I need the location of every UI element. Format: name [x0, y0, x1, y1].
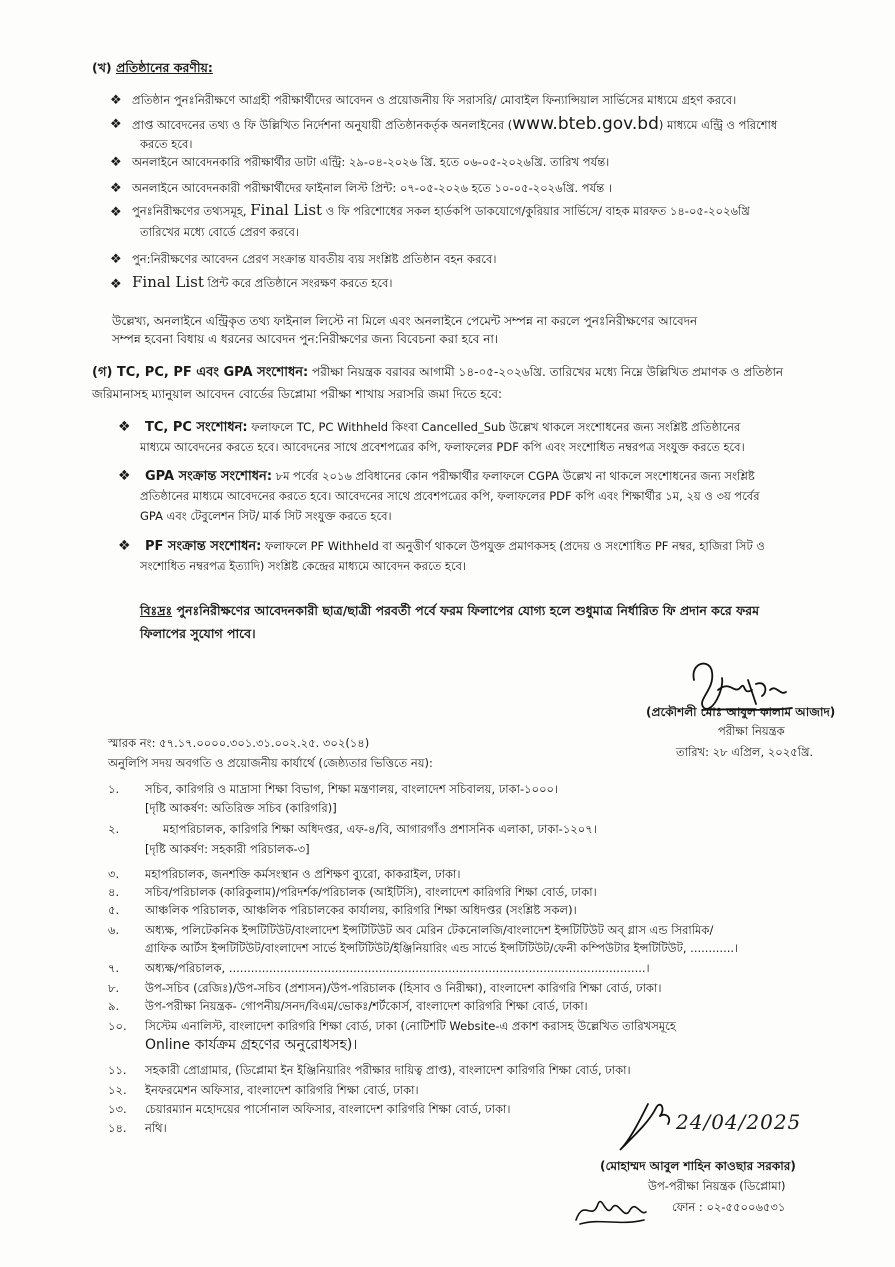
copy-item-number: ২. [108, 822, 120, 836]
bullet-text-post: ও ফি পরিশোধের সকল হার্ডকপি ডাকযোগে/কুরিয়ার সার্ভিসে/ বাহক মারফত ১৪-০৫-২০২৬খ্রি [322, 204, 750, 218]
copy-item-text: [দৃষ্টি আকর্ষণ: সহকারী পরিচালক-৩] [145, 842, 310, 856]
ga-item-title: TC, PC সংশোধন: [145, 420, 248, 435]
bullet-text-post: ) মাধ্যমে এন্ট্রি ও পরিশোধ [658, 118, 778, 132]
ga-item-text: ফলাফলে TC, PC Withheld কিংবা Cancelled_Sub উল্লেখ থাকলে সংশোধনের জন্য সংশ্লিষ্ট প্রতিষ্ঠানের [247, 420, 741, 434]
copy-item-text: [দৃষ্টি আকর্ষণ: অতিরিক্ত সচিব (কারিগরি)] [145, 801, 337, 815]
signatory-1-date: তারিখ: ২৮ এপ্রিল, ২০২৫খ্রি. [676, 745, 814, 759]
bullet-text: অনলাইনে আবেদনকারী পরীক্ষার্থীদের ফাইনাল লিস্ট প্রিন্ট: ০৭-০৫-২০২৬ হতে ১০-০৫-২০২৬খ্রি. পর্যন্ত । [132, 181, 612, 195]
bullet-text-pre: প্রাপ্ত আবেদনের তথ্য ও ফি উল্লিখিত নির্দেশনা অনুযায়ী প্রতিষ্ঠানকর্তৃক অনলাইনের ( [132, 118, 513, 132]
section-ga-heading [92, 363, 783, 382]
copy-item-number: ৬. [108, 923, 120, 937]
section-ga-title: (গ) TC, PC, PF এবং GPA সংশোধন: [92, 365, 309, 380]
bullet-text-line2: তারিখের মধ্যে বোর্ডে প্রেরণ করবে। [140, 225, 300, 239]
signatory-2-title: উপ-পরীক্ষা নিয়ন্ত্রক (ডিপ্লোমা) [648, 1179, 786, 1193]
ga-item-text: GPA এবং টেবুলেশন সিট/ মার্ক সিট সংযুক্ত করতে হবে। [140, 509, 392, 523]
ga-item-title: GPA সংক্রান্ত সংশোধন: [145, 469, 273, 484]
copy-item-number: ১১. [108, 1063, 127, 1077]
ga-item-text: সংশোধিত নম্বরপত্র ইত্যাদি) সংশ্লিষ্ট কেন্দ্রের মাধ্যমে আবেদন করতে হবে। [140, 559, 467, 573]
section-heading-text: প্রতিষ্ঠানের করণীয়: [116, 60, 213, 75]
bullet-text [132, 274, 392, 292]
note-line-1: উল্লেখ্য, অনলাইনে এন্ট্রিকৃত তথ্য ফাইনাল লিস্টে না মিলে এবং অনলাইনে পেমেন্ট সম্পন্ন না করলে পুনঃনিরীক্ষণের আবেদন [112, 314, 698, 328]
ga-item-line [140, 558, 466, 575]
bullet-glyph-icon: ❖ [118, 419, 131, 435]
ga-item-line [145, 419, 740, 436]
ga-item-text: ৮ম পর্বের ২০১৬ প্রবিধানের কোন পরীক্ষার্থীর ফলাফলে CGPA উল্লেখ না থাকলে সংশোধনের জন্য সংশ্লিষ্ট [272, 469, 755, 483]
bullet-text: অনলাইনে আবেদনকারি পরীক্ষার্থীর ডাটা এন্ট্রি: ২৯-০৪-২০২৬ খ্রি. হতে ০৬-০৫-২০২৬খ্রি. তারিখ পর্যন্ত। [132, 155, 610, 169]
copy-item-number: ১৩. [108, 1102, 127, 1116]
section-ga-rest: পরীক্ষা নিয়ন্ত্রক বরাবর আগামী ১৪-০৫-২০২৬খ্রি. তারিখের মধ্যে নিম্নে উল্লিখিত প্রমাণক ও প্রতিষ্ঠান [308, 365, 784, 379]
bullet-glyph-icon: ❖ [110, 252, 122, 267]
bullet-text: পুন:নিরীক্ষণের আবেদন প্রেরণ সংক্রান্ত যাবতীয় ব্যয় সংশ্লিষ্ট প্রতিষ্ঠান বহন করবে। [132, 252, 497, 266]
ga-item-text: প্রতিষ্ঠানের মাধ্যমে আবেদনের করতে হবে। আবেদনের সাথে প্রবেশপত্রের কপি, ফলাফলের PDF কপি এবং শিক্ষার্থীর ১ম, ২য় ও ৩য় পর্বের [140, 489, 760, 503]
bullet-glyph-icon: ❖ [118, 468, 131, 484]
special-note-text: পুনঃনিরীক্ষণের আবেদনকারী ছাত্র/ছাত্রী পরবর্তী পর্বে ফরম ফিলাপের যোগ্য হলে শুধুমাত্র নির্ধারিত ফি প্রদান করে ফরম [172, 603, 760, 618]
copy-item-number: ১২. [108, 1083, 127, 1097]
copy-item-text: অধ্যক্ষ, পলিটেকনিক ইন্সটিটিউট/বাংলাদেশ ইন্সটিটিউট অব মেরিন টেকনোলজি/বাংলাদেশ ইন্সটিটিউট অব্ গ্লাস এন্ড সিরামিক/ [145, 923, 714, 937]
bullet-text [132, 116, 777, 134]
special-note-line-1 [140, 601, 759, 621]
signatory-2-phone: ফোন : ০২-৫৫০০৬৫৩১ [672, 1200, 786, 1214]
bullet-glyph-icon: ❖ [110, 205, 122, 220]
ga-item-line [140, 488, 760, 505]
copy-item-text: ইনফরমেশন অফিসার, বাংলাদেশ কারিগরি শিক্ষা বোর্ড, ঢাকা। [145, 1083, 419, 1097]
section-ga-line2: জরিমানাসহ ম্যানুয়াল আবেদন বোর্ডের ডিপ্লোমা পরীক্ষা শাখায় সরাসরি জমা দিতে হবে: [92, 387, 503, 401]
copy-item-text: উপ-পরীক্ষা নিয়ন্ত্রক- গোপনীয়/সনদ/বিএম/ভোকঃ/শর্টকোর্স, বাংলাদেশ কারিগরি শিক্ষা বোর্ড, ঢাকা। [145, 999, 588, 1013]
website-url: www.bteb.gov.bd [512, 114, 659, 134]
note-line-2: সম্পন্ন হবেনা বিধায় এ ধরনের আবেদন পুন:নিরীক্ষণের জন্য বিবেচনা করা হবে না। [112, 332, 499, 346]
initials-image [570, 1188, 650, 1232]
copy-item-text: সচিব/পরিচালক (কারিকুলাম)/পরিদর্শক/পরিচালক (আইটিসি), বাংলাদেশ কারিগরি শিক্ষা বোর্ড, ঢাকা। [145, 885, 597, 899]
copy-item-text: Online কার্যক্রম গ্রহণের অনুরোধসহ)। [145, 1037, 358, 1053]
section-kha-heading [92, 58, 213, 77]
memo-reference: স্মারক নং: ৫৭.১৭.০০০০.৩০১.৩১.০০২.২৫. ৩০২(১৪) [108, 736, 370, 750]
bullet-text-line2: করতে হবে। [140, 137, 193, 151]
copy-item-number: ৮. [108, 981, 120, 995]
copy-item-text: অধ্যক্ষ/পরিচালক, ..................................................................................................................। [145, 961, 650, 975]
ga-item-text: মাধ্যমে আবেদনের করতে হবে। আবেদনের সাথে প্রবেশপত্রের কপি, ফলাফলের PDF কপি এবং সংশোধিত নম্বরপত্র সংযুক্ত করতে হবে। [140, 440, 745, 454]
special-note-label: বিঃদ্রঃ [140, 603, 173, 618]
final-list-term: Final List [132, 273, 204, 291]
copy-item-text: মহাপরিচালক, জনশক্তি কর্মসংস্থান ও প্রশিক্ষণ ব্যুরো, কাকরাইল, ঢাকা। [145, 867, 461, 881]
bullet-text-pre: পুনঃনিরীক্ষণের তথ্যসমূহ, [132, 204, 251, 218]
copy-item-text: সহকারী প্রোগ্রামার, (ডিপ্লোমা ইন ইঞ্জিনিয়ারিং পরীক্ষার দায়িত্ব প্রাপ্ত), বাংলাদেশ কারিগরি শিক্ষা বোর্ড, ঢাকা। [145, 1063, 631, 1077]
ga-item-line [140, 508, 392, 525]
final-list-term: Final List [250, 201, 323, 219]
signatory-1-name: (প্রকৌশলী মোঃ আবুল কালাম আজাদ) [646, 705, 836, 719]
copy-item-text: মহাপরিচালক, কারিগরি শিক্ষা অধিদপ্তর, এফ-৪/বি, আগারগাঁও প্রশাসনিক এলাকা, ঢাকা-১২০৭। [163, 822, 597, 836]
copy-item-text: সচিব, কারিগরি ও মাদ্রাসা শিক্ষা বিভাগ, শিক্ষা মন্ত্রণালয়, বাংলাদেশ সচিবালয়, ঢাকা-১০০০। [145, 782, 559, 796]
bullet-glyph-icon: ❖ [110, 277, 122, 292]
copy-item-text: উপ-সচিব (রেজিঃ)/উপ-সচিব (প্রশাসন)/উপ-পরিচালক (হিসাব ও নিরীক্ষা), বাংলাদেশ কারিগরি শিক্ষা বোর্ড, ঢাকা। [145, 981, 662, 995]
ga-item-text: ফলাফলে PF Withheld বা অনুত্তীর্ণ থাকলে উপযুক্ত প্রমাণকসহ (প্রদেয় ও সংশোধিত PF নম্বর, হাজিরা সিট ও [261, 539, 765, 553]
bullet-text [132, 202, 750, 220]
bullet-text: প্রতিষ্ঠান পুনঃনিরীক্ষণে আগ্রহী পরীক্ষার্থীদের আবেদন ও প্রয়োজনীয় ফি সরাসরি/ মোবাইল ফিন্যান্সিয়াল সার্ভিসের মাধ্যমে গ্রহণ করবে। [132, 93, 737, 107]
section-label: (খ) [92, 60, 112, 75]
bullet-glyph-icon: ❖ [110, 181, 122, 196]
ga-item-line [145, 468, 755, 485]
copy-item-number: ১০. [108, 1019, 127, 1033]
copy-item-text: নথি। [145, 1121, 167, 1135]
signatory-1-title: পরীক্ষা নিয়ন্ত্রক [718, 724, 785, 738]
copy-item-text: সিস্টেম এনালিস্ট, বাংলাদেশ কারিগরি শিক্ষা বোর্ড, ঢাকা (নোটিশটি Website-এ প্রকাশ করাসহ উল্লেখিত তারিখসমূহে [145, 1019, 676, 1033]
copy-item-number: ৭. [108, 961, 120, 975]
copy-item-number: ৫. [108, 903, 120, 917]
bullet-glyph-icon: ❖ [110, 93, 122, 108]
copy-item-number: ৪. [108, 885, 120, 899]
copy-item-text: আঞ্চলিক পরিচালক, আঞ্চলিক পরিচালকের কার্যালয়, কারিগরি শিক্ষা অধিদপ্তর (সংশ্লিষ্ট সকল)। [145, 903, 577, 917]
copy-item-number: ১. [108, 782, 120, 796]
bullet-glyph-icon: ❖ [110, 117, 122, 132]
signatory-2-name: (মোহাম্মদ আবুল শাহিন কাওছার সরকার) [600, 1159, 796, 1173]
bullet-glyph-icon: ❖ [110, 155, 122, 170]
ga-item-line [145, 538, 765, 555]
copy-item-number: ৯. [108, 999, 120, 1013]
copy-item-number: ১৪. [108, 1121, 127, 1135]
handwritten-date: 24/04/2025 [676, 1110, 802, 1134]
special-note-line-2: ফিলাপের সুযোগ পাবে। [140, 626, 256, 641]
ga-item-line [140, 439, 745, 456]
copy-item-number: ৩. [108, 867, 120, 881]
bullet-text-post: প্রিন্ট করে প্রতিষ্ঠানে সংরক্ষণ করতে হবে। [203, 276, 393, 290]
copy-item-text: চেয়ারম্যান মহোদয়ের পার্সোনাল অফিসার, বাংলাদেশ কারিগরি শিক্ষা বোর্ড, ঢাকা। [145, 1102, 511, 1116]
copy-item-text: গ্রাফিক আর্টস ইন্সটিটিউট/বাংলাদেশ সার্ভে ইন্সটিটিউট/ইঞ্জিনিয়ারিং এন্ড সার্ভে ইন্সটিটিউট/ফেনী কম্পিউটার ইন্সটিটিউট, ............। [145, 941, 739, 955]
bullet-glyph-icon: ❖ [118, 538, 131, 554]
ga-item-title: PF সংক্রান্ত সংশোধন: [145, 539, 262, 554]
copy-intro: অনুলিপি সদয় অবগতি ও প্রয়োজনীয় কার্যার্থে (জেষ্ঠ্যতার ভিত্তিতে নয়): [108, 756, 433, 770]
